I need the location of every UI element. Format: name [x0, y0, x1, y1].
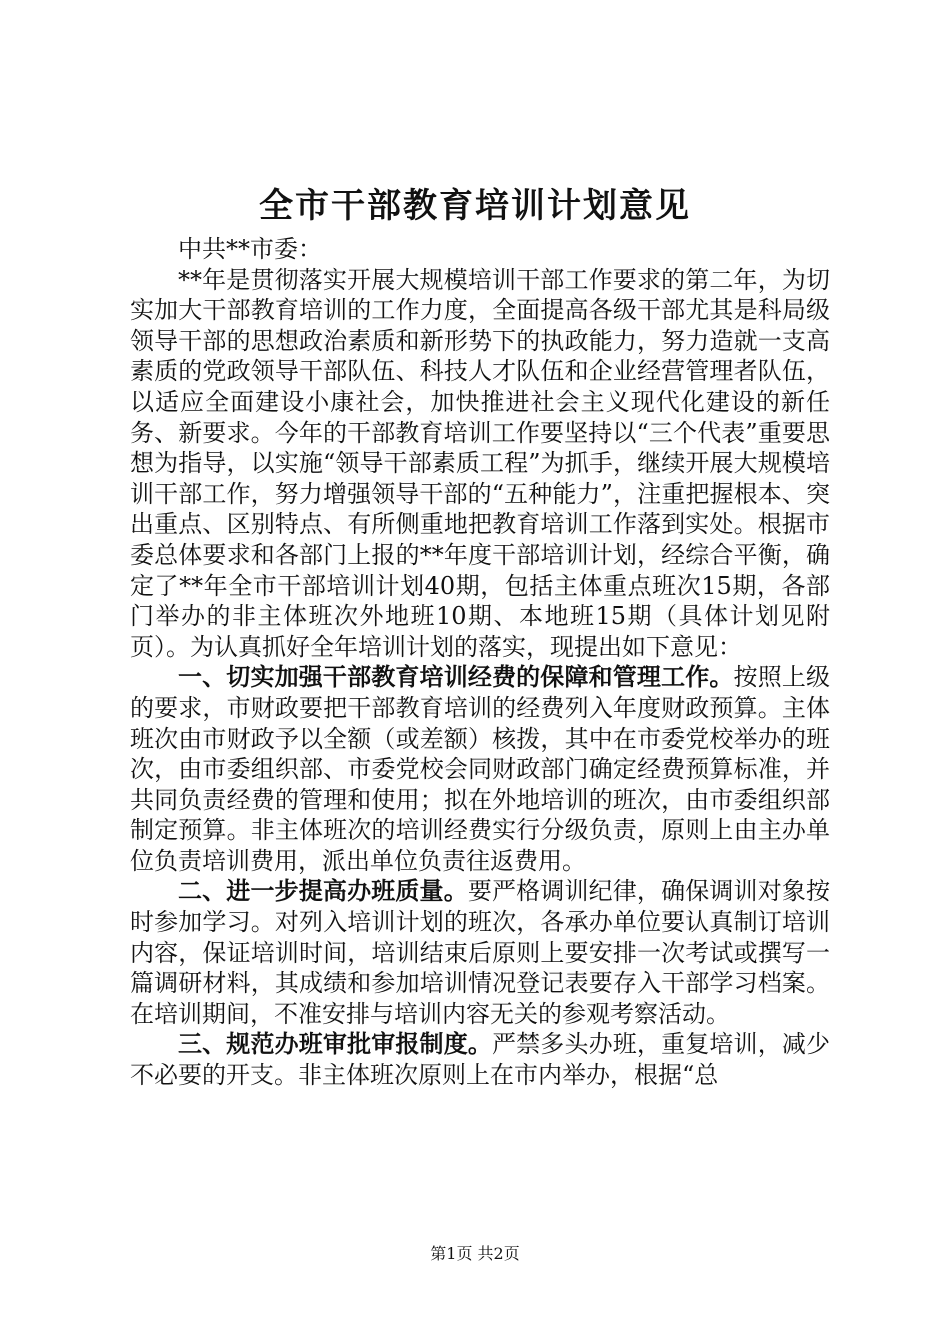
section-2-text: 要严格调训纪律，确保调训对象按时参加学习。对列入培训计划的班次，各承办单位要认真制订培训内容，保证培训时间，培训结束后原则上要安排一次考试或撰写一篇调研材料，其成绩和参加培训情况登记表要存入干部学习档案。在培训期间，不准安排与培训内容无关的参观考察活动。: [130, 877, 831, 1028]
section-3-text: 严禁多头办班，重复培训，减少不必要的开支。非主体班次原则上在市内举办，根据“总: [130, 1030, 830, 1090]
document-body: [130, 234, 830, 1091]
section-1-text: 按照上级的要求，市财政要把干部教育培训的经费列入年度财政预算。主体班次由市财政予以全额（或差额）核拨，其中在市委党校举办的班次，由市委组织部、市委党校会同财政部门确定经费预算标准，并共同负责经费的管理和使用；拟在外地培训的班次，由市委组织部制定预算。非主体班次的培训经费实行分级负责，原则上由主办单位负责培训费用，派出单位负责往返费用。: [130, 663, 831, 875]
intro-paragraph: **年是贯彻落实开展大规模培训干部工作要求的第二年，为切实加大干部教育培训的工作力度，全面提高各级干部尤其是科局级领导干部的思想政治素质和新形势下的执政能力，努力造就一支高素质的党政领导干部队伍、科技人才队伍和企业经营管理者队伍，以适应全面建设小康社会，加快推进社会主义现代化建设的新任务、新要求。今年的干部教育培训工作要坚持以“三个代表”重要思想为指导，以实施“领导干部素质工程”为抓手，继续开展大规模培训干部工作，努力增强领导干部的“五种能力”，注重把握根本、突出重点、区别特点、有所侧重地把教育培训工作落到实处。根据市委总体要求和各部门上报的**年度干部培训计划，经综合平衡，确定了**年全市干部培训计划40期，包括主体重点班次15期，各部门举办的非主体班次外地班10期、本地班15期（具体计划见附页）。为认真抓好全年培训计划的落实，现提出如下意见：: [130, 265, 830, 661]
section-1: [130, 662, 830, 876]
section-1-heading: 一、切实加强干部教育培训经费的保障和管理工作。: [178, 663, 734, 692]
section-3-heading: 三、规范办班审批审报制度。: [178, 1030, 492, 1059]
salutation: 中共**市委：: [178, 235, 322, 263]
page-indicator: 第1页 共2页: [430, 1244, 520, 1263]
document-title: 全市干部教育培训计划意见: [259, 186, 691, 226]
section-3: [130, 1029, 830, 1090]
section-2: [130, 876, 830, 1029]
section-2-heading: 二、进一步提高办班质量。: [178, 877, 468, 906]
